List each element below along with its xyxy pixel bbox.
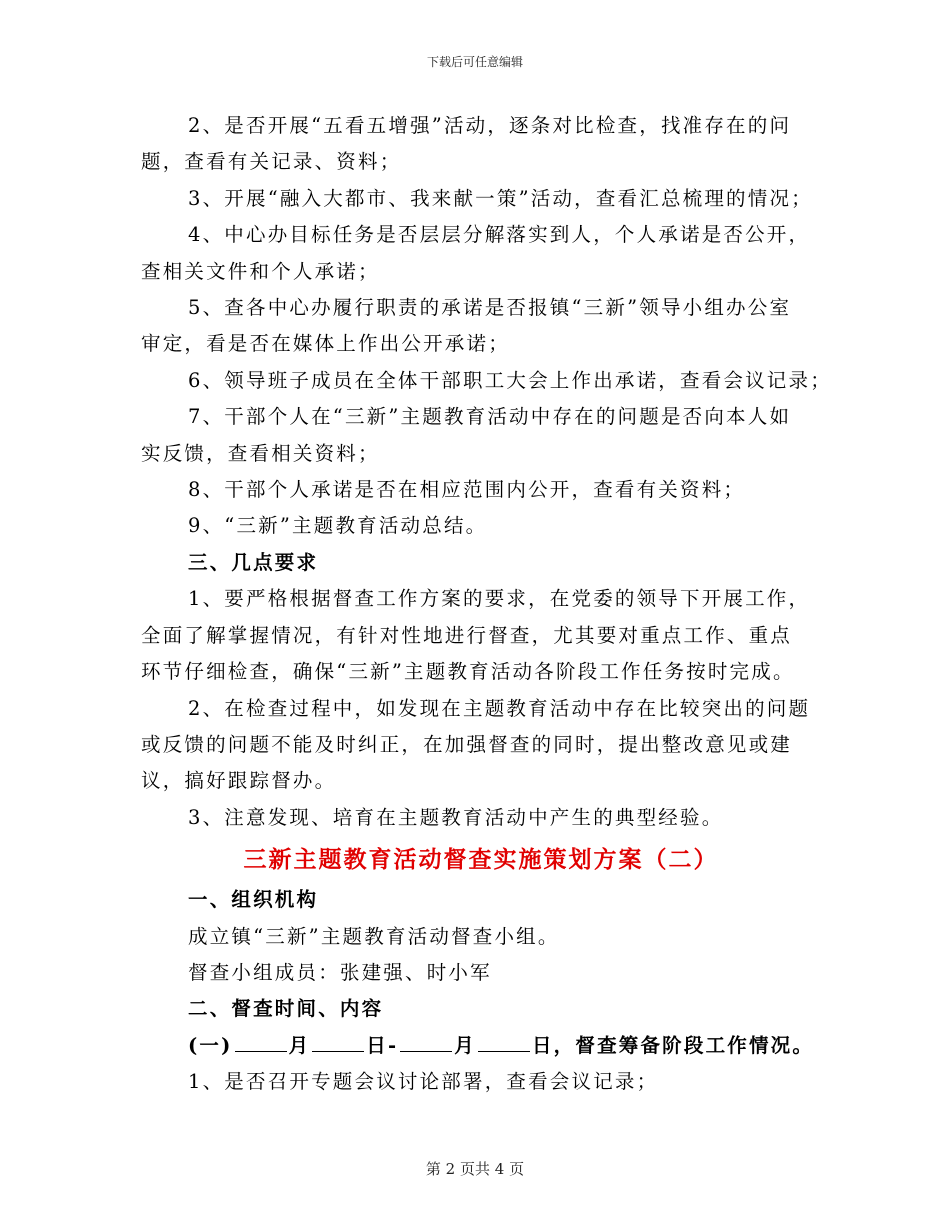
section-organization [141, 882, 821, 1028]
paragraph-line: 或反馈的问题不能及时纠正，在加强督查的同时，提出整改意见或建 [141, 732, 793, 756]
paragraph-line: 实反馈，查看相关资料； [141, 441, 380, 465]
section-schedule-items [141, 1064, 821, 1100]
paragraph-line: 审定，看是否在媒体上作出公开承诺； [141, 332, 510, 356]
paragraph-line: 7、干部个人在“三新”主题教育活动中存在的问题是否向本人如 [188, 405, 792, 429]
paragraph-line: 环节仔细检查，确保“三新”主题教育活动各阶段工作任务按时完成。 [141, 660, 795, 684]
blank-field [235, 1033, 287, 1052]
schedule-day-2: 日，督查筹备阶段工作情况。 [531, 1033, 815, 1057]
paragraph-line: 督查小组成员：张建强、时小军 [188, 960, 492, 984]
paragraph-line: 全面了解掌握情况，有针对性地进行督查，尤其要对重点工作、重点 [141, 623, 793, 647]
schedule-line [141, 1028, 821, 1064]
schedule-month-1: 月 [288, 1033, 311, 1057]
paragraph-line: 二、督查时间、内容 [188, 997, 384, 1021]
paragraph-line: 8、干部个人承诺是否在相应范围内公开，查看有关资料； [188, 478, 746, 502]
section-title: 三新主题教育活动督查实施策划方案（二） [243, 846, 719, 874]
paragraph-line: 议，搞好跟踪督办。 [141, 769, 337, 793]
page-footer: 第 2 页共 4 页 [425, 1160, 525, 1178]
paragraph-line: 2、在检查过程中，如发现在主题教育活动中存在比较突出的问题 [188, 696, 811, 720]
paragraph-line: 查相关文件和个人承诺； [141, 259, 380, 283]
paragraph-line: 3、开展“融入大都市、我来献一策”活动，查看汇总梳理的情况； [188, 186, 813, 210]
paragraph-line: 5、查各中心办履行职责的承诺是否报镇“三新”领导小组办公室 [188, 296, 792, 320]
paragraph-line: 三、几点要求 [188, 550, 319, 574]
paragraph-line: 1、要严格根据督查工作方案的要求，在党委的领导下开展工作， [188, 587, 811, 611]
paragraph-line: 4、中心办目标任务是否层层分解落实到人，个人承诺是否公开， [188, 223, 811, 247]
schedule-day-1: 日- [366, 1033, 399, 1057]
schedule-prefix: (一) [188, 1033, 233, 1057]
paragraph-line: 9、“三新”主题教育活动总结。 [188, 514, 488, 538]
paragraph-line: 题，查看有关记录、资料； [141, 150, 402, 174]
paragraph-line: 2、是否开展“五看五增强”活动，逐条对比检查，找准存在的问 [188, 114, 792, 137]
page-header: 下载后可任意编辑 [426, 55, 523, 69]
blank-field [312, 1033, 364, 1052]
paragraph-line: 成立镇“三新”主题教育活动督查小组。 [188, 924, 560, 948]
paragraph-line: 3、注意发现、培育在主题教育活动中产生的典型经验。 [188, 805, 724, 829]
blank-field [400, 1033, 452, 1052]
section-supervision-items [141, 108, 832, 836]
document-body [141, 108, 832, 1101]
paragraph-line: 1、是否召开专题会议讨论部署，查看会议记录； [188, 1070, 659, 1094]
paragraph-line: 一、组织机构 [188, 888, 319, 912]
schedule-month-2: 月 [454, 1033, 476, 1057]
blank-field [478, 1033, 530, 1052]
paragraph-line: 6、领导班子成员在全体干部职工大会上作出承诺，查看会议记录； [188, 368, 832, 392]
